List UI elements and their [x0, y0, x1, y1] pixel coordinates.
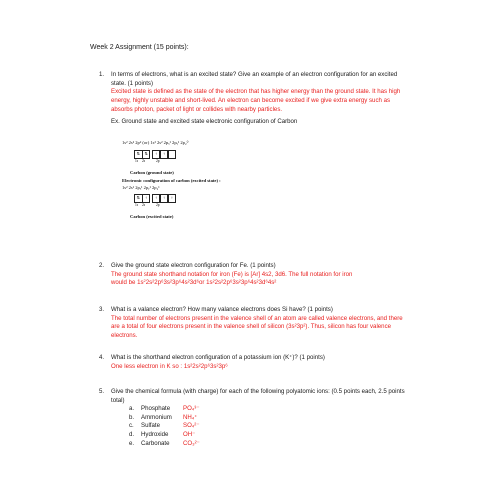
question-number: 5. [99, 388, 105, 395]
question-4 [99, 354, 411, 371]
orbital-label: 2s [142, 203, 146, 207]
question-text: In terms of electrons, what is an excited state? Give an example of an electron configuration for an excited state. (1 points) [111, 71, 398, 87]
orbital-box [168, 150, 177, 159]
answer-text: One less electron in K so : 1s²2s²2p⁶3s²3p⁶ [111, 362, 228, 370]
item-letter: a. [129, 405, 135, 413]
ground-config-text: 1s² 2s² 2p² (or) 1s² 2s² 2pₓ¹ 2pᵧ¹ 2p₂⁰ [122, 140, 189, 145]
question-text: What is the shorthand electron configuration of a potassium ion (K⁺)? (1 points) [111, 354, 325, 361]
orbital-label: 1s [135, 203, 139, 207]
excited-orbital-boxes [134, 194, 176, 203]
item-formula: PO₄³⁻ [183, 405, 200, 413]
question-text: Give the chemical formula (with charge) for each of the following polyatomic ions: (0.5 points each, 2.5 points total) [111, 388, 405, 404]
answer-fragment: would be 1s [111, 279, 144, 287]
orbital-box: ↑ [168, 194, 177, 203]
item-letter: c. [129, 422, 134, 430]
item-name: Phosphate [141, 405, 171, 413]
item-letter: d. [129, 430, 135, 438]
item-formula: CO₃²⁻ [183, 439, 200, 447]
answer-fragment: 2s²2p⁶3s²3p⁶4s²3d⁶or 1s²2s²2p⁶3s²3p⁶4s²3d⁶4s² [145, 279, 277, 287]
list-item [129, 405, 411, 414]
answer-text: The total number of electrons present in the valence shell of an atom are called valence electrons, and there are a total of four electrons present in the valence shell of silicon (3s²3p²). Thus, silicon has four valence electrons. [111, 314, 403, 339]
example-text: Ex. Ground state and excited state electronic configuration of Carbon [111, 118, 298, 126]
question-text: Give the ground state electron configuration for Fe. (1 points) [111, 262, 276, 269]
orbital-label: 2p [156, 159, 160, 163]
excited-config-text: 1s² 2s¹ 2pₓ¹ 2pᵧ¹ 2p₂¹ [122, 185, 160, 190]
question-2 [99, 262, 411, 288]
answer-text-continued: would be $1s^22s^22p^63s^23p^64s^23d^6or$ 1s²2s²2p⁶3s²3p⁶4s²3d⁶4s² [111, 278, 277, 287]
orbital-box: ↑ [152, 150, 161, 159]
item-name: Sulfate [141, 422, 160, 430]
item-formula: NH₄⁺ [183, 413, 198, 421]
question-number: 2. [99, 262, 105, 269]
question-text: What is a valance electron? How many valance electrons does Si have? (1 points) [111, 306, 333, 313]
ground-caption: Carbon (ground state) [130, 170, 174, 175]
question-5 [99, 388, 411, 448]
question-3 [99, 306, 411, 341]
item-formula: OH⁻ [183, 430, 196, 438]
orbital-label: 2p [156, 203, 160, 207]
page-title: Week 2 Assignment (15 points): [90, 44, 189, 51]
item-name: Ammonium [141, 413, 172, 421]
orbital-box: ↑ [160, 194, 169, 203]
question-number: 1. [99, 71, 105, 78]
orbital-label: 2s [142, 159, 146, 163]
orbital-box: ↑ [160, 150, 169, 159]
item-name: Carbonate [141, 439, 170, 447]
orbital-box: ⇅ [134, 150, 143, 159]
ground-orbital-boxes [134, 150, 176, 159]
item-formula: SO₄²⁻ [183, 422, 200, 430]
orbital-box: ↑ [152, 194, 161, 203]
item-letter: b. [129, 413, 135, 421]
question-number: 3. [99, 306, 105, 313]
orbital-box: ⇅ [134, 194, 143, 203]
list-item [129, 431, 411, 440]
question-1 [99, 71, 411, 127]
question-number: 4. [99, 354, 105, 361]
polyatomic-ion-list [129, 405, 411, 448]
list-item [129, 414, 411, 423]
excited-title: Electronic configuration of carbon (excited state) : [122, 178, 221, 183]
carbon-configuration-figure [122, 138, 272, 241]
orbital-box: ↑ [142, 194, 151, 203]
item-letter: e. [129, 439, 135, 447]
excited-caption: Carbon (excited state) [130, 214, 174, 219]
answer-text: Excited state is defined as the state of the electron that has higher energy than the ground state. It has high energy, highly unstable and short-lived. An electron can become excited if we give extra energy such as absorbs photon, packet of light or collides with nearby particles. [111, 88, 401, 113]
answer-text: The ground state shorthand notation for iron (Fe) is [Ar] 4s2, 3d6. The full notation for iron [111, 270, 353, 278]
orbital-box: ⇅ [142, 150, 151, 159]
list-item [129, 440, 411, 449]
list-item [129, 422, 411, 431]
item-name: Hydroxide [141, 430, 169, 438]
orbital-label: 1s [135, 159, 139, 163]
